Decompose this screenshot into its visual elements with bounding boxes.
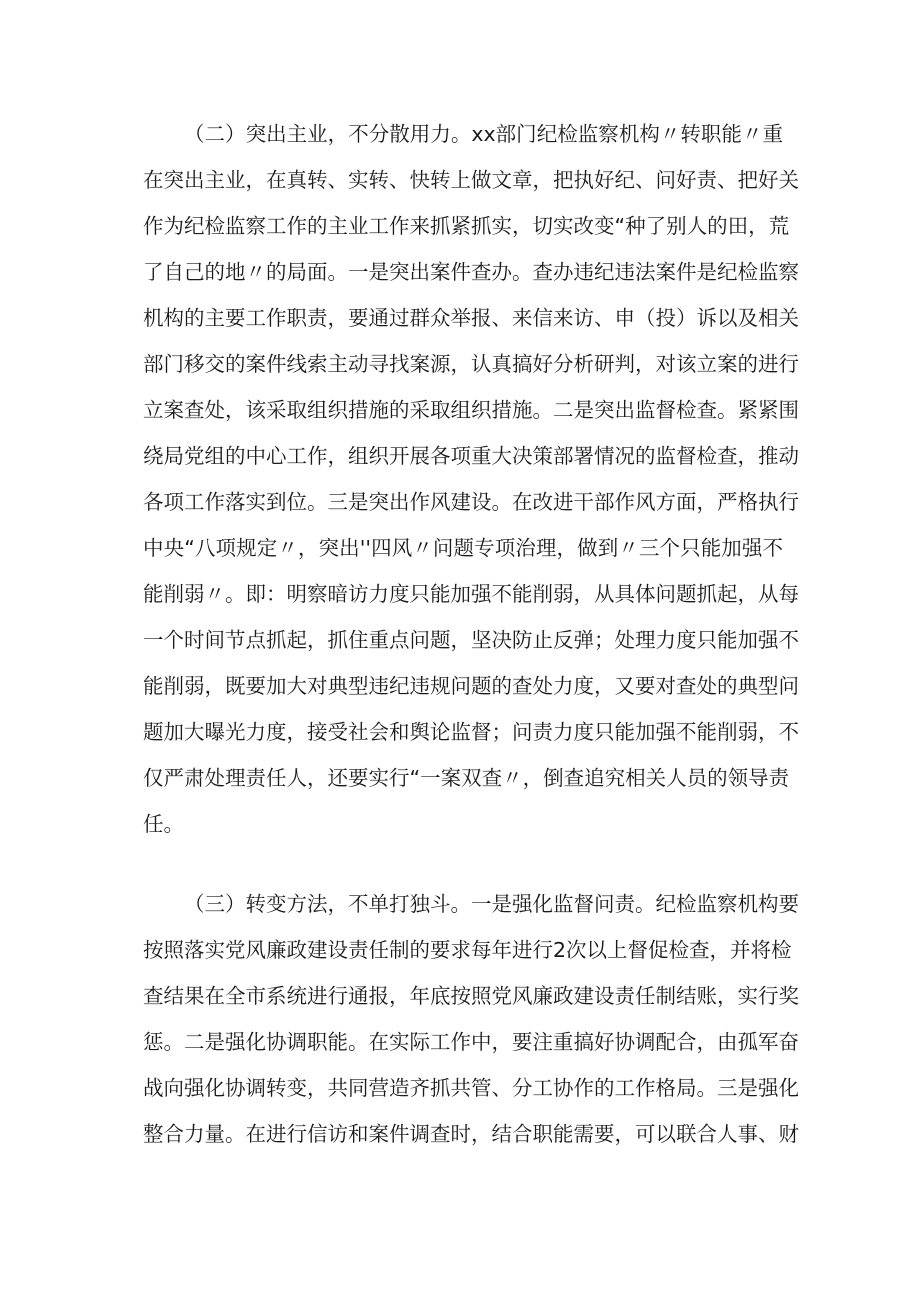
- paragraph-line: （二）突出主业，不分散用力。xx部门纪检监察机构〃转职能〃重: [184, 122, 783, 146]
- paragraph-line: 能削弱，既要加大对典型违纪违规问题的查处力度，又要对查处的典型问: [143, 674, 799, 698]
- paragraph-line: 了自己的地〃的局面。一是突出案件查办。查办违纪违法案件是纪检监察: [143, 260, 799, 284]
- paragraph-line: （三）转变方法，不单打独斗。一是强化监督问责。纪检监察机构要: [184, 892, 799, 916]
- paragraph-line: 仅严肃处理责任人，还要实行“一案双查〃，倒查追究相关人员的领导责: [143, 766, 790, 790]
- paragraph-line: 各项工作落实到位。三是突出作风建设。在改进干部作风方面，严格执行: [143, 490, 799, 514]
- paragraph-line: 中央“八项规定〃，突出''四风〃问题专项治理，做到〃三个只能加强不: [143, 536, 783, 560]
- paragraph-focus-on-main-business: [143, 111, 799, 847]
- paragraph-line: 机构的主要工作职责，要通过群众举报、来信来访、申（投）诉以及相关: [143, 306, 799, 330]
- paragraph-line: 任。: [143, 812, 184, 836]
- paragraph-change-methods: [143, 881, 799, 1157]
- paragraph-line: 战向强化协调转变，共同营造齐抓共管、分工协作的工作格局。三是强化: [143, 1076, 799, 1100]
- paragraph-line: 在突出主业，在真转、实转、快转上做文章，把执好纪、问好责、把好关: [143, 168, 799, 192]
- paragraph-line: 惩。二是强化协调职能。在实际工作中，要注重搞好协调配合，由孤军奋: [143, 1030, 799, 1054]
- paragraph-line: 立案查处，该采取组织措施的采取组织措施。二是突出监督检查。紧紧围: [143, 398, 799, 422]
- paragraph-line: 部门移交的案件线索主动寻找案源，认真搞好分析研判，对该立案的进行: [143, 352, 799, 376]
- paragraph-line: 能削弱〃。即：明察暗访力度只能加强不能削弱，从具体问题抓起，从每: [143, 582, 799, 606]
- paragraph-line: 一个时间节点抓起，抓住重点问题，坚决防止反弹；处理力度只能加强不: [143, 628, 799, 652]
- paragraph-line: 题加大曝光力度，接受社会和舆论监督；问责力度只能加强不能削弱，不: [143, 720, 799, 744]
- paragraph-line: 作为纪检监察工作的主业工作来抓紧抓实，切实改变“种了别人的田，荒: [143, 214, 790, 238]
- paragraph-line: 查结果在全市系统进行通报，年底按照党风廉政建设责任制结账，实行奖: [143, 984, 799, 1008]
- paragraph-line: 绕局党组的中心工作，组织开展各项重大决策部署情况的监督检查，推动: [143, 444, 799, 468]
- paragraph-line: 按照落实党风廉政建设责任制的要求每年进行2次以上督促检查，并将检: [143, 938, 792, 962]
- paragraph-line: 整合力量。在进行信访和案件调查时，结合职能需要，可以联合人事、财: [143, 1122, 799, 1146]
